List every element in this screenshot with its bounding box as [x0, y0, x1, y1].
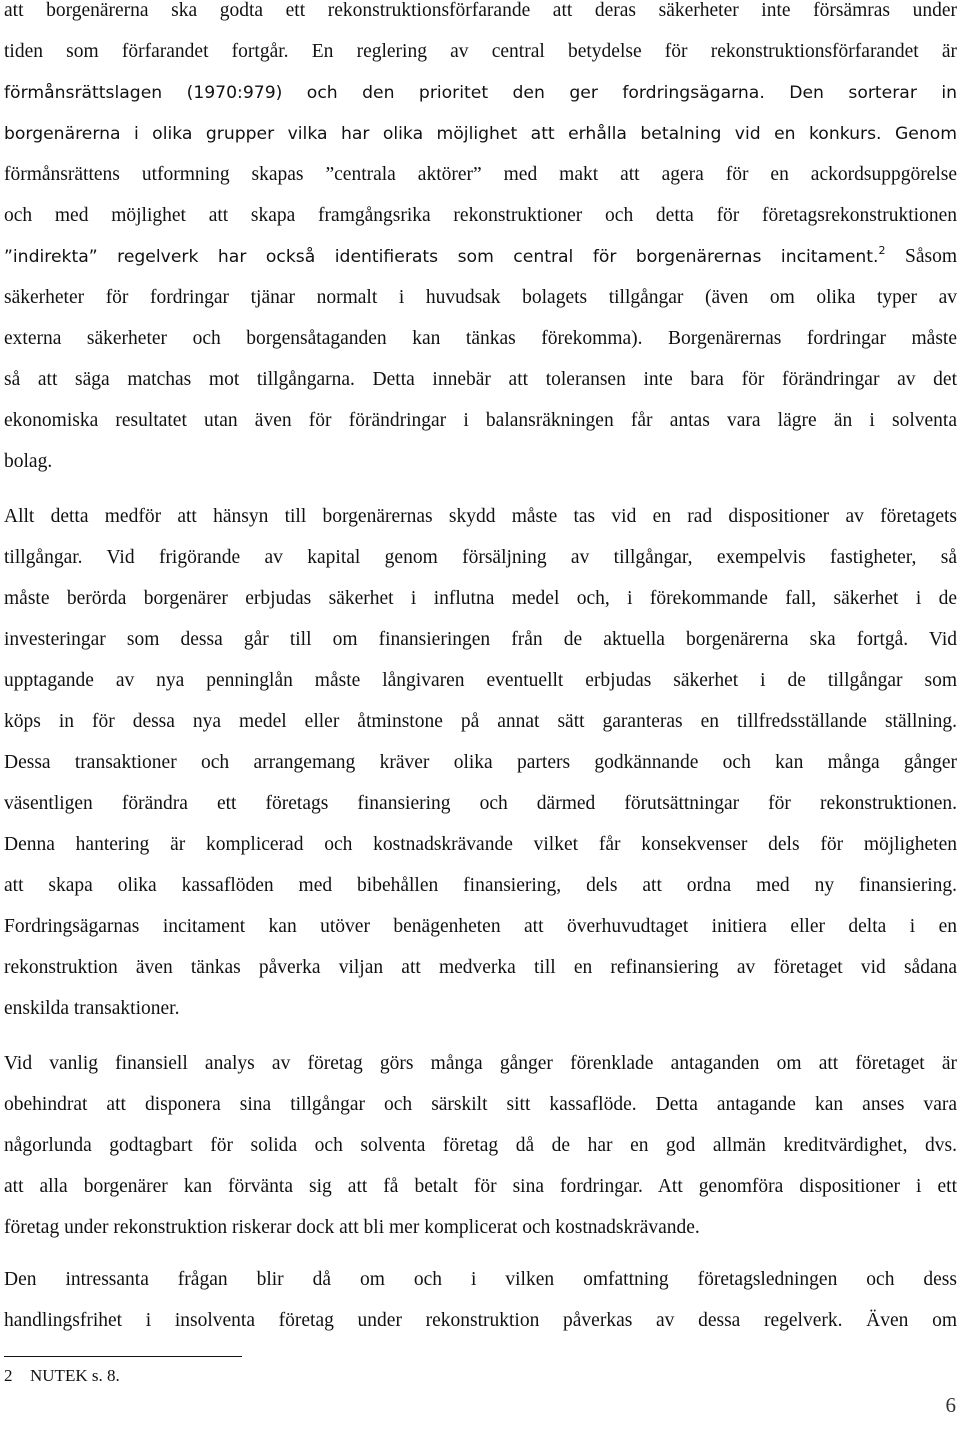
- text-line: förmånsrättens utformning skapas ”centrala aktörer” med makt att agera för en ackordsuppgörelse: [4, 164, 957, 185]
- text-line: Dessa transaktioner och arrangemang kräver olika parters godkännande och kan många gånger: [4, 752, 957, 773]
- text-line: borgenärerna i olika grupper vilka har olika möjlighet att erhålla betalning vid en konkurs. Genom: [4, 124, 957, 144]
- text-line: väsentligen förändra ett företags finansiering och därmed förutsättningar för rekonstruktionen.: [4, 793, 957, 814]
- text-line: Vid vanlig finansiell analys av företag görs många gånger förenklade antaganden om att företaget är: [4, 1053, 957, 1074]
- footnote-reference[interactable]: 2: [878, 244, 886, 257]
- text-line: Denna hantering är komplicerad och kostnadskrävande vilket får konsekvenser dels för möjligheten: [4, 834, 957, 855]
- text-line: förmånsrättslagen (1970:979) och den prioritet den ger fordringsägarna. Den sorterar in: [4, 83, 957, 103]
- footnote: [4, 1362, 120, 1390]
- text-line: köps in för dessa nya medel eller åtminstone på annat sätt garanteras en tillfredsställande ställning.: [4, 711, 957, 732]
- text-line: att borgenärerna ska godta ett rekonstruktionsförfarande att deras säkerheter inte försämras under: [4, 0, 957, 21]
- text-line: tiden som förfarandet fortgår. En reglering av central betydelse för rekonstruktionsförfarandet är: [4, 41, 957, 62]
- text-line: externa säkerheter och borgensåtaganden kan tänkas förekomma). Borgenärernas fordringar måste: [4, 328, 957, 349]
- footnote-separator: [4, 1356, 242, 1357]
- text-line: Fordringsägarnas incitament kan utöver benägenheten att överhuvudtaget initiera eller delta i en: [4, 916, 957, 937]
- text-line: måste berörda borgenärer erbjudas säkerhet i influtna medel och, i förekommande fall, säkerhet i de: [4, 588, 957, 609]
- text-line: investeringar som dessa går till om finansieringen från de aktuella borgenärerna ska fortgå. Vid: [4, 629, 957, 650]
- text-line: att alla borgenärer kan förvänta sig att få betalt för sina fordringar. Att genomföra dispositioner i ett: [4, 1176, 957, 1197]
- text-line: bolag.: [4, 451, 53, 472]
- text-line: handlingsfrihet i insolventa företag under rekonstruktion påverkas av dessa regelverk. Även om: [4, 1310, 957, 1331]
- text-line-segment: ”indirekta” regelverk har också identifierats som central för borgenärernas incitament.: [4, 247, 879, 267]
- text-line: företag under rekonstruktion riskerar dock att bli mer komplicerat och kostnadskrävande.: [4, 1217, 700, 1238]
- page-number: 6: [945, 1393, 956, 1417]
- text-line-segment: Såsom: [904, 246, 957, 267]
- text-line-with-footnote-ref: [4, 242, 957, 272]
- text-line: att skapa olika kassaflöden med bibehållen finansiering, dels att ordna med ny finansiering.: [4, 875, 957, 896]
- text-line: Den intressanta frågan blir då om och i vilken omfattning företagsledningen och dess: [4, 1269, 957, 1290]
- footnote-number: 2: [4, 1366, 13, 1385]
- text-line: säkerheter för fordringar tjänar normalt i huvudsak bolagets tillgångar (även om olika typer av: [4, 287, 957, 308]
- text-line: tillgångar. Vid frigörande av kapital genom försäljning av tillgångar, exempelvis fastigheter, så: [4, 547, 957, 568]
- text-line: någorlunda godtagbart för solida och solventa företag då de har en god allmän kreditvärdighet, dvs.: [4, 1135, 957, 1156]
- text-line: obehindrat att disponera sina tillgångar och särskilt sitt kassaflöde. Detta antagande kan anses vara: [4, 1094, 957, 1115]
- text-line: rekonstruktion även tänkas påverka viljan att medverka till en refinansiering av företaget vid sådana: [4, 957, 957, 978]
- text-line: och med möjlighet att skapa framgångsrika rekonstruktioner och detta för företagsrekonstruktionen: [4, 205, 957, 226]
- text-line: enskilda transaktioner.: [4, 998, 180, 1019]
- text-line: ekonomiska resultatet utan även för förändringar i balansräkningen får antas vara lägre än i solventa: [4, 410, 957, 431]
- footnote-text: NUTEK s. 8.: [30, 1366, 120, 1385]
- text-line: upptagande av nya penninglån måste långivaren eventuellt erbjudas säkerhet i de tillgångar som: [4, 670, 957, 691]
- text-line: så att säga matchas mot tillgångarna. Detta innebär att toleransen inte bara för förändringar av det: [4, 369, 957, 390]
- text-line: Allt detta medför att hänsyn till borgenärernas skydd måste tas vid en rad dispositioner av företagets: [4, 506, 957, 527]
